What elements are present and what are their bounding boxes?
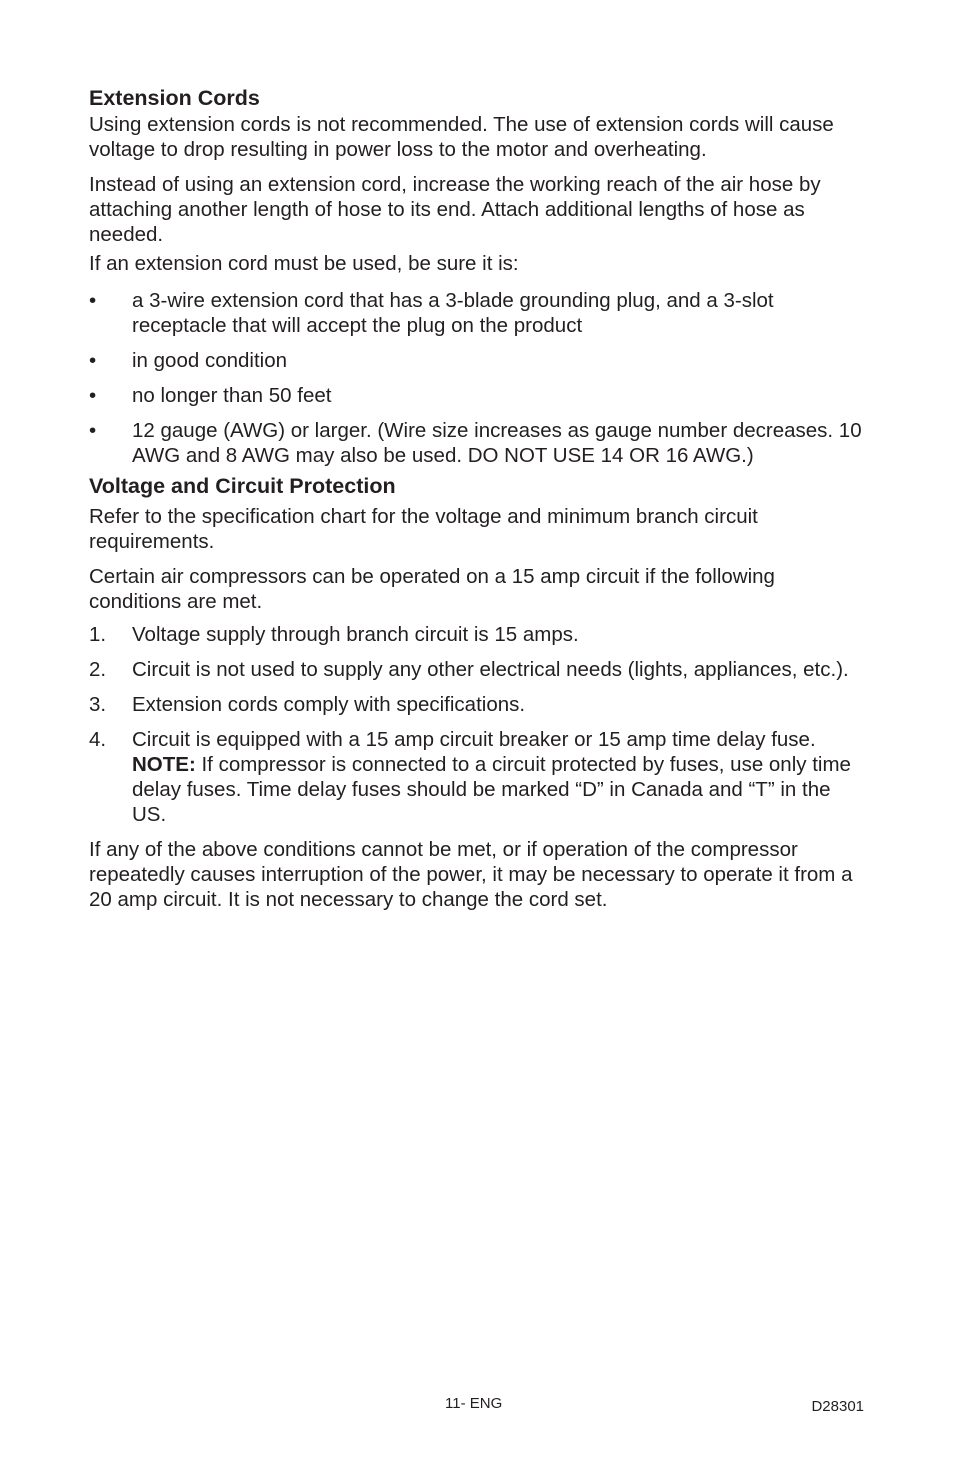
bullet-marker: • [89, 289, 97, 312]
page-number: 11- ENG [445, 1395, 503, 1412]
list-item-text [132, 728, 851, 826]
document-number: D28301 [811, 1398, 864, 1415]
list-number: 2. [89, 658, 107, 681]
list-item-text: no longer than 50 feet [132, 384, 332, 407]
document-body [89, 84, 869, 912]
list-item [89, 418, 869, 468]
list-item [89, 383, 869, 408]
list-item [89, 657, 869, 682]
list-item-text: a 3-wire extension cord that has a 3-blade grounding plug, and a 3-slot receptacle that will accept the plug on the product [132, 289, 774, 337]
bullet-list [89, 288, 869, 468]
list-number: 4. [89, 728, 107, 751]
closing-paragraph: If any of the above conditions cannot be met, or if operation of the compressor repeatedly causes interruption of the power, it may be necessary to operate it from a 20 amp circuit. It is not necessary to change the cord set. [89, 838, 853, 911]
list-item-text: 12 gauge (AWG) or larger. (Wire size increases as gauge number decreases. 10 AWG and 8 AWG may also be used. DO NOT USE 14 OR 16 AWG.) [132, 419, 862, 467]
list-item-text: Voltage supply through branch circuit is 15 amps. [132, 623, 579, 646]
paragraph: Certain air compressors can be operated on a 15 amp circuit if the following conditions are met. [89, 565, 775, 613]
list-item-text: in good condition [132, 349, 288, 372]
paragraph: Instead of using an extension cord, increase the working reach of the air hose by attaching another length of hose to its end. Attach additional lengths of hose as needed. [89, 173, 821, 246]
numbered-list [89, 622, 869, 827]
list-number: 1. [89, 623, 107, 646]
list-item-text: Circuit is not used to supply any other electrical needs (lights, appliances, etc.). [132, 658, 849, 681]
bullet-marker: • [89, 349, 97, 372]
note-label: NOTE: [132, 753, 196, 776]
list-item-text: Extension cords comply with specifications. [132, 693, 526, 716]
list-item [89, 727, 869, 827]
list-item [89, 692, 869, 717]
heading-voltage-circuit-protection: Voltage and Circuit Protection [89, 474, 396, 498]
bullet-marker: • [89, 419, 97, 442]
list-item [89, 622, 869, 647]
list-item-text-before: Circuit is equipped with a 15 amp circuit breaker or 15 amp time delay fuse. [132, 728, 816, 751]
paragraph: Using extension cords is not recommended. The use of extension cords will cause voltage to drop resulting in power loss to the motor and overheating. [89, 113, 834, 161]
list-item [89, 348, 869, 373]
list-item [89, 288, 869, 338]
heading-extension-cords: Extension Cords [89, 86, 260, 110]
paragraph: If an extension cord must be used, be sure it is: [89, 252, 519, 275]
paragraph: Refer to the specification chart for the voltage and minimum branch circuit requirements. [89, 505, 758, 553]
bullet-marker: • [89, 384, 97, 407]
list-number: 3. [89, 693, 107, 716]
list-item-text-after: If compressor is connected to a circuit protected by fuses, use only time delay fuses. Time delay fuses should be marked “D” in Canada and “T” in the US. [132, 753, 851, 826]
